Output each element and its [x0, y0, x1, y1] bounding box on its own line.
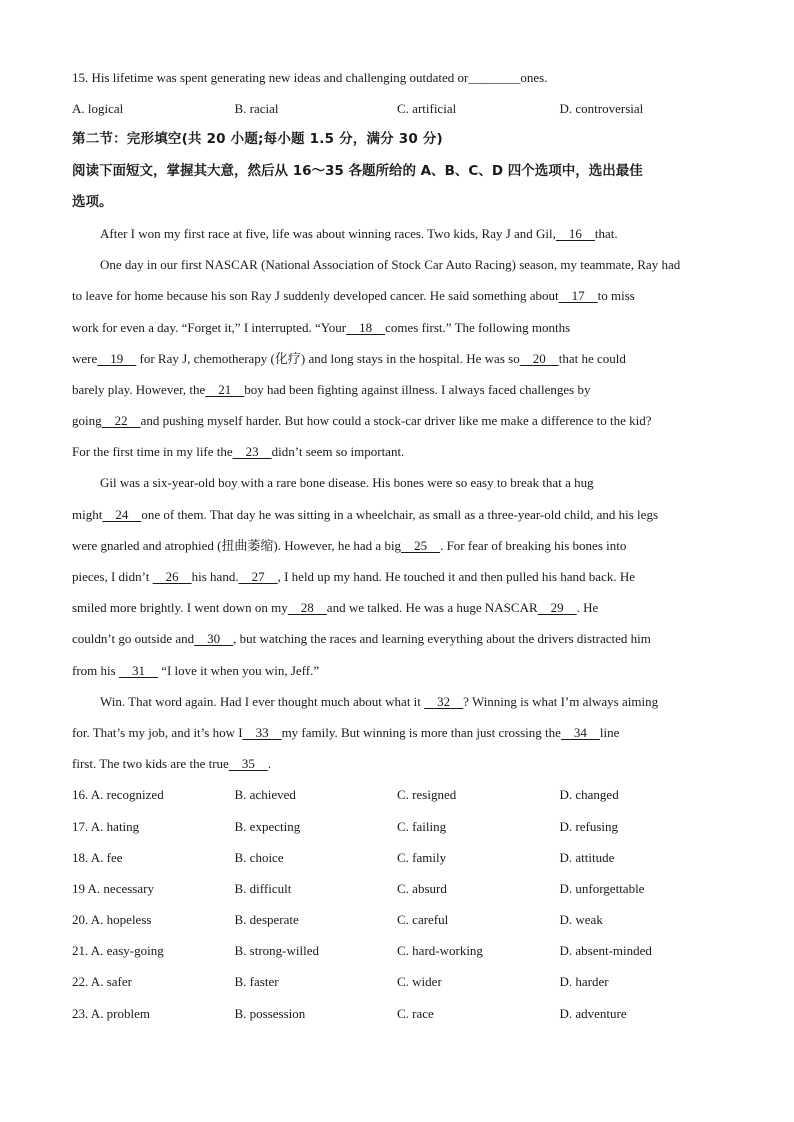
blank-18: 18 [346, 319, 386, 335]
option-d: D. controversial [559, 101, 644, 117]
option-d: D. attitude [559, 849, 615, 865]
passage-line [72, 343, 724, 374]
passage-text: my family. But winning is more than just crossing the [281, 724, 561, 740]
blank-32: 32 [424, 693, 464, 709]
option-b: B. possession [234, 1005, 306, 1021]
passage-line [72, 717, 724, 748]
blank-23: 23 [232, 444, 272, 460]
passage-text: After I won my first race at five, life was about winning races. Two kids, Ray J and Gil, [100, 225, 556, 241]
option-a: 20. A. hopeless [72, 912, 152, 928]
passage-text: that he could [558, 350, 626, 366]
option-d: D. harder [559, 974, 609, 990]
passage-text: for. That’s my job, and it’s how I [72, 724, 243, 740]
passage-text: and pushing myself harder. But how could a stock-car driver like me make a difference to the kid? [140, 413, 652, 429]
question-row [72, 779, 724, 810]
passage-text: his hand. [191, 569, 239, 584]
passage-text: . [267, 756, 272, 772]
passage-text: to leave for home because his son Ray J suddenly developed cancer. He said something about [72, 288, 559, 304]
option-a: 16. A. recognized [72, 787, 164, 803]
passage-line [72, 748, 724, 779]
option-b: B. strong-willed [234, 943, 319, 959]
passage-line [72, 561, 724, 592]
blank-21: 21 [205, 381, 245, 397]
blank-33: 33 [242, 724, 282, 740]
passage-line [72, 405, 724, 436]
passage-line [72, 312, 724, 343]
section-instruction-cont: 选项。 [72, 193, 113, 210]
passage-text: first. The two kids are the true [72, 756, 229, 772]
passage-line [72, 592, 724, 623]
blank-34: 34 [560, 724, 600, 740]
blank-35: 35 [228, 756, 268, 772]
question-row [72, 811, 724, 842]
option-d: D. weak [559, 912, 603, 928]
blank-22: 22 [101, 413, 141, 429]
option-c: C. failing [397, 818, 447, 834]
passage-text: work for even a day. “Forget it,” I interrupted. “Your [72, 319, 347, 335]
option-b: B. choice [234, 849, 284, 865]
option-a: A. logical [72, 101, 124, 117]
question-row [72, 998, 724, 1029]
blank-25: 25 [401, 537, 441, 553]
question-row [72, 966, 724, 997]
passage-line [72, 374, 724, 405]
option-c: C. family [397, 849, 447, 865]
option-d: D. absent-minded [559, 943, 652, 959]
passage-line: Gil was a six-year-old boy with a rare bone disease. His bones were so easy to break that a hug [100, 475, 594, 491]
passage-text: pieces, I didn’t [72, 569, 153, 584]
passage-text: might [72, 506, 103, 522]
option-a: 18. A. fee [72, 849, 123, 865]
passage-text: that. [594, 225, 618, 241]
passage-line [72, 499, 724, 530]
passage-text: one of them. That day he was sitting in a wheelchair, as small as a three-year-old child, and his legs [141, 506, 658, 522]
passage-text: “I love it when you win, Jeff.” [157, 662, 320, 678]
section-instruction: 阅读下面短文，掌握其大意，然后从 16～35 各题所给的 A、B、C、D 四个选项中，选出最佳 [72, 162, 643, 179]
passage-text: smiled more brightly. I went down on my [72, 600, 288, 616]
option-d: D. unforgettable [559, 880, 645, 896]
blank-24: 24 [102, 506, 142, 522]
option-c: C. resigned [397, 787, 457, 803]
passage-text: didn’t seem so important. [271, 444, 405, 460]
option-c: C. hard-working [397, 943, 483, 959]
option-c: C. wider [397, 974, 442, 990]
passage-line [72, 436, 724, 467]
passage-text: . For fear of breaking his bones into [440, 537, 627, 553]
option-b: B. racial [234, 101, 279, 117]
option-c: C. artificial [397, 101, 457, 117]
passage-line [72, 280, 724, 311]
passage-text: Win. That word again. Had I ever thought much about what it [100, 693, 425, 709]
exam-page [72, 62, 724, 1029]
option-c: C. race [397, 1005, 434, 1021]
option-b: B. faster [234, 974, 279, 990]
passage-text: boy had been fighting against illness. I always faced challenges by [244, 381, 591, 397]
question-list [72, 779, 724, 1029]
blank-26: 26 [152, 569, 192, 584]
blank-29: 29 [537, 600, 577, 616]
option-b: B. expecting [234, 818, 301, 834]
passage-text: to miss [597, 288, 635, 304]
passage-text: were [72, 350, 98, 366]
option-b: B. desperate [234, 912, 299, 928]
option-c: C. careful [397, 912, 449, 928]
passage-text: . He [576, 600, 599, 616]
blank-17: 17 [558, 288, 598, 304]
blank-27: 27 [238, 569, 278, 584]
passage-text: couldn’t go outside and [72, 631, 195, 647]
passage-text: comes first.” The following months [385, 319, 571, 335]
option-a: 17. A. hating [72, 818, 140, 834]
passage-text: , but watching the races and learning everything about the drivers distracted him [233, 631, 651, 647]
passage-text: going [72, 413, 102, 429]
passage-text: , I held up my hand. He touched it and then pulled his hand back. He [277, 569, 636, 584]
passage-text: from his [72, 662, 119, 678]
blank-31: 31 [118, 662, 158, 678]
passage-text: line [599, 724, 620, 740]
passage-line [72, 218, 724, 249]
option-a: 19 A. necessary [72, 880, 154, 896]
passage-text: for Ray J, chemotherapy (化疗) and long stays in the hospital. He was so [136, 350, 520, 366]
option-d: D. refusing [559, 818, 618, 834]
blank-28: 28 [287, 600, 327, 616]
question-row [72, 904, 724, 935]
option-a: 22. A. safer [72, 974, 132, 990]
question-15-stem: 15. His lifetime was spent generating new ideas and challenging outdated or________ones. [72, 70, 548, 85]
option-b: B. difficult [234, 880, 292, 896]
passage-text: barely play. However, the [72, 381, 206, 397]
blank-20: 20 [519, 350, 559, 366]
question-15-options [72, 93, 724, 124]
passage-text: and we talked. He was a huge NASCAR [326, 600, 538, 616]
passage-line [72, 655, 724, 686]
blank-19: 19 [97, 350, 137, 366]
blank-30: 30 [194, 631, 234, 647]
passage-line [72, 686, 724, 717]
option-d: D. adventure [559, 1005, 627, 1021]
section-title: 第二节：完形填空(共 20 小题;每小题 1.5 分，满分 30 分) [72, 131, 443, 148]
question-row [72, 873, 724, 904]
passage-line [72, 623, 724, 654]
passage-text: For the first time in my life the [72, 444, 233, 460]
passage-line: One day in our first NASCAR (National Association of Stock Car Auto Racing) season, my teammate, Ray had [100, 257, 681, 273]
passage-text: were gnarled and atrophied (扭曲萎缩). However, he had a big [72, 537, 402, 553]
passage-text: ? Winning is what I’m always aiming [463, 693, 659, 709]
option-a: 21. A. easy-going [72, 943, 164, 959]
passage-line [72, 530, 724, 561]
question-row [72, 842, 724, 873]
option-c: C. absurd [397, 880, 447, 896]
option-d: D. changed [559, 787, 619, 803]
question-row [72, 935, 724, 966]
option-a: 23. A. problem [72, 1005, 150, 1021]
blank-16: 16 [555, 225, 595, 241]
option-b: B. achieved [234, 787, 296, 803]
